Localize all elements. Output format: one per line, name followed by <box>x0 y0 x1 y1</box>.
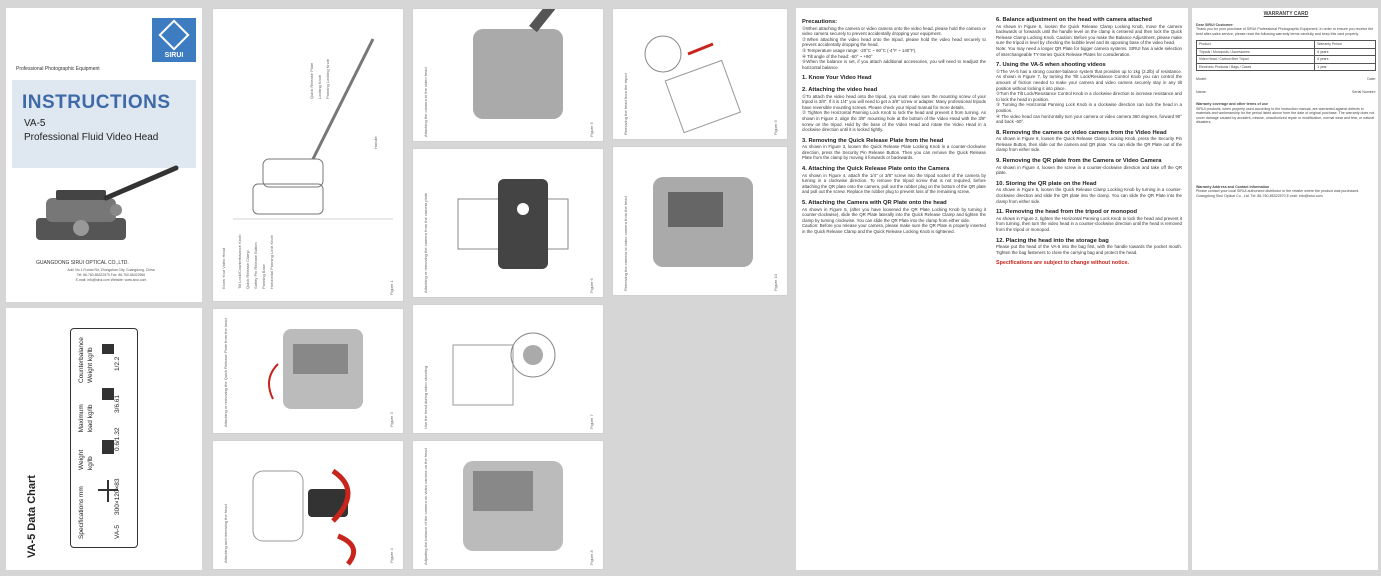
header-max-load: Maximum load kg/lb <box>78 404 94 433</box>
warranty-row-3-product: Electronic Products / Bags / Cases <box>1197 63 1315 71</box>
value-spec: 300×120×83 <box>114 478 121 516</box>
table-row <box>1197 56 1376 64</box>
figure-1-label-4: Tilt Lock/Counterbalance Knob <box>237 234 242 289</box>
figure-3-panel <box>212 308 404 434</box>
figure-1-label-0: Quick Release Plate <box>309 62 314 99</box>
cover-panel <box>6 8 202 302</box>
warranty-row-2-period: 6 years <box>1315 56 1376 64</box>
section-7-body-2: ②Turn the Tilt Lock/Resistance Control Knob in a clockwise direction to increase resistance and to lock the head in position. <box>996 91 1182 102</box>
figure-10-panel <box>612 146 788 296</box>
figure-8-number: Figure 8 <box>589 550 594 565</box>
warranty-fields-row-2 <box>1196 90 1376 95</box>
section-4-body: As shown in Figure 4, attach the 1/4" or 3/8" screw into the tripod socket of the camera by turning in a clockwise direction. To remove the tripod screw that is not required, before attaching the QR plate onto the camera, pull out the rubber plug on the bottom of the QR plate and pull out the screw. Replace the rubber plug to prevent loss of the remaining screw. <box>802 172 986 195</box>
figure-1-label-8: Horizontal Panning Lock Knob <box>269 235 274 289</box>
warranty-row-1-period: 6 years <box>1315 48 1376 56</box>
precaution-1: ①When attaching the camera or video camera onto the video head, please hold the camera or video camera securely to prevent accidentally dropping your equipment. <box>802 25 986 37</box>
figure-1-caption: Know Your Video Head <box>221 247 226 289</box>
data-chart-panel <box>6 308 202 570</box>
section-7-body: ①The VA-5 has a strong counter-balance system that provides up to 1kg (2.2lb) of resistance. As shown in Figure 7, by turning the Tilt Lock/Resistance Control Knob you can control the amount of friction needed to make your camera and video camera securely stay in any tilt position without locking it into place. <box>996 68 1182 91</box>
precaution-3: ③ Temperature usage range: -20°C ~ 60°C (-4°F ~ 140°F). <box>802 47 917 53</box>
instructions-panel <box>796 8 1188 570</box>
product-name: Professional Fluid Video Head <box>24 132 159 143</box>
figure-8-panel <box>412 440 604 570</box>
warranty-table <box>1196 40 1376 71</box>
warranty-fields-row-1 <box>1196 77 1376 82</box>
warranty-row-1-product: Tripods / Monopods / Accessories <box>1197 48 1315 56</box>
warranty-row-2-product: Video Head / Carbon fiber Tripod <box>1197 56 1315 64</box>
sirui-logo <box>152 18 196 62</box>
figure-1-label-5: Quick Release Clamp <box>245 250 250 289</box>
value-weight: 0.6/1.32 <box>114 427 121 452</box>
precaution-2: ②When attaching the video head onto the tripod, please hold the video head securely to prevent accidentally dropping the head. <box>802 36 986 48</box>
warranty-intro-title: Dear SIRUI Customer: <box>1196 22 1234 27</box>
figure-10-number: Figure 10 <box>773 274 778 291</box>
figure-1-number: Figure 1 <box>389 280 394 295</box>
section-9-title: 9. Removing the QR plate from the Camera or Video Camera <box>996 158 1162 165</box>
figure-8-diagram <box>413 441 603 569</box>
figure-9-caption: Removing the head from the tripod <box>623 73 628 135</box>
figure-7-panel <box>412 304 604 434</box>
warranty-content <box>1196 12 1376 198</box>
figure-9-panel <box>612 8 788 140</box>
logo-brand: SIRUI <box>164 52 184 59</box>
section-11-body: As shown in Figure 2, tighten the Horizontal Panning Lock Knob to lock the head and prevent it from turning, then turn the video head in a counter-clockwise direction until the head is removed from the tripod or monopod. <box>996 215 1182 232</box>
figure-4-panel <box>212 440 404 570</box>
field-name: Name: <box>1196 89 1207 94</box>
section-6-title: 6. Balance adjustment on the head with camera attached <box>996 17 1152 23</box>
section-7-body-3: ③ Turning the Horizontal Panning Lock Knob in a clockwise direction can lock the head in a position. <box>996 102 1182 113</box>
warranty-table-header <box>1197 41 1376 49</box>
section-4-title: 4. Attaching the Quick Release Plate onto the Camera <box>802 166 950 173</box>
section-5-body: As shown in Figure 5, (after you have loosened the QR Plate Locking Knob by turning it counter-clockwise), slide the QR Plate laterally into the Quick Release Clamp and tighten the clamp by turning clockwise. You can slide the QR Plate into the clamp from either side. <box>802 206 986 223</box>
figure-3-number: Figure 3 <box>389 412 394 427</box>
instructions-title: INSTRUCTIONS <box>22 92 171 113</box>
warranty-panel <box>1192 8 1378 570</box>
section-11-title: 11. Removing the head from the tripod or monopod <box>996 209 1138 216</box>
figure-1-panel <box>212 8 404 302</box>
section-3-body: As shown in Figure 3, loosen the Quick Release Plate Locking Knob in a counter-clockwise direction, press the Security Pin Release Button. Then you can remove the Quick Release Plate from the clamp by moving it forwards or backwards. <box>802 144 986 161</box>
address-line-2: Tel: 86-760-86322570 Fax: 86-760-86322566 <box>76 273 146 277</box>
figure-3-diagram <box>213 309 403 433</box>
figure-4-diagram <box>213 441 403 569</box>
figure-8-caption: Adjusting the balance of the camera on video camera on the head <box>423 448 428 565</box>
figure-7-diagram <box>413 305 603 433</box>
figure-3-caption: Attaching or removing the Quick Release Plate from the head <box>223 318 228 427</box>
section-10-title: 10. Storing the QR plate on the Head <box>996 180 1097 187</box>
figure-7-number: Figure 7 <box>589 414 594 429</box>
figure-10-caption: Removing the camera or video camera from the head <box>623 196 628 291</box>
value-max-load: 3/6.61 <box>114 394 121 414</box>
warranty-row-3-period: 1 year <box>1315 63 1376 71</box>
logo-diamond-icon <box>158 19 189 50</box>
figure-6-diagram <box>413 149 603 297</box>
value-counterbalance: 1/2.2 <box>114 356 121 372</box>
figure-6-caption: Attaching or removing the camera from the camera plate <box>423 192 428 293</box>
figure-2-panel <box>612 302 788 570</box>
spec-notice: Specifications are subject to change without notice. <box>996 260 1129 267</box>
section-5-caution: Caution: Before you release your camera, please make sure the QR Plate is properly inserted in the Quick Release Clamp and the Quick Release Locking Knob is tightened. <box>802 223 986 234</box>
figure-5-diagram <box>413 9 603 141</box>
header-weight: Weight kg/lb <box>78 449 94 470</box>
figure-1-label-3: Handle <box>373 136 378 149</box>
address-line-3: E-mail: info@sirui.com Website: www.sirui.com <box>75 278 147 282</box>
warranty-terms: SIRUI products, when properly used according to the instruction manual, are warranted against defects in materials and workmanship for the period listed above from the date of original purchase. The warranty does not cover damage caused by accident, misuse, unauthorized repair or modification, normal wear and tear, or natural disasters. <box>1196 106 1375 124</box>
precaution-4: ④ Tilt angle of the head: -60° ~ +90° <box>802 53 873 59</box>
tagline: Professional Photographic Equipment <box>16 66 100 72</box>
figure-1-label-2: Panning Locking Knob <box>325 58 330 99</box>
precautions-title: Precautions: <box>802 19 838 25</box>
section-6-note: Note: You may need a longer QR Plate for bigger camera systems. SIRUI has a wide selection of interchangeable TY-Series Quick Release Plates for consideration. <box>996 45 1182 57</box>
figure-9-diagram <box>613 9 787 139</box>
section-2-body-2: ② Tighten the Horizontal Panning Lock Knob to lock the head and prevent it from turning. As shown in Figure 2, align the 3/8" mounting hole at the bottom of the Video Head with the 3/8" screw on the tripod. Hold by the base of the Video Head and rotate the Video Head in a clockwise direction until it is locked tightly. <box>802 110 986 133</box>
figure-5-panel <box>412 8 604 142</box>
warranty-contact-title: Warranty Address and Contact Information <box>1196 184 1270 189</box>
figure-5-number: Figure 5 <box>589 122 594 137</box>
section-2-title: 2. Attaching the video head <box>802 86 878 93</box>
warranty-contact: Please contact your local SIRUI authorized distributor or the retailer where the product was purchased. Guangdong Sirui Optical Co., Ltd. Tel: 86-760-86322570 E-mail: info@sirui.com <box>1196 189 1360 198</box>
section-2-body: ①To attach the video head onto the tripod, you must make sure the mounting screw of your tripod is 3/8". If it is 1/4" you will need to get a 3/8" screw or adapter. Many professional tripods have reversible mounting screws. Please check your tripod manual for more details. <box>802 93 986 110</box>
field-date: Date: <box>1367 77 1376 81</box>
section-3-title: 3. Removing the Quick Release Plate from the head <box>802 137 944 144</box>
model-name: VA-5 <box>24 118 46 129</box>
header-counterbalance: Counterbalance Weight kg/lb <box>78 337 94 383</box>
figure-4-number: Figure 4 <box>389 548 394 563</box>
figure-1-label-7: Panning Base <box>261 264 266 289</box>
figure-1-label-6: Safety Pin Release Button <box>253 242 258 289</box>
section-6-body: As shown in Figure 6, loosen the Quick Release Clamp Locking Knob, move the camera backwards or forwards until the handle level on the clamp is centered and then lock the Quick Release Clamp Locking Knob. Caution: Before you make the Balance Adjustment, please make sure the tripod is level by checking the bubble level and its opposing base of the video head. <box>996 23 1182 46</box>
field-model: Model: <box>1196 77 1207 81</box>
figure-9-number: Figure 9 <box>773 120 778 135</box>
figure-10-diagram <box>613 147 787 295</box>
section-10-body: As shown in Figure 5, loosen the Quick Release Clamp Locking Knob by turning in a counter-clockwise direction and slide the QR plate into the clamp. You can slide the QR Plate into the clamp from either side. <box>996 187 1182 204</box>
table-row <box>1197 63 1376 71</box>
title-band <box>12 80 196 168</box>
section-8-body: As shown in Figure 8, loosen the Quick Release Clamp Locking Knob, press the Security Pin Release Button, then slide out the camera and QR plate. You can slide the QR Plate out of the clamp from either side. <box>996 136 1182 153</box>
figure-6-panel <box>412 148 604 298</box>
section-12-title: 12. Placing the head into the storage bag <box>996 237 1109 244</box>
instructions-column-1 <box>802 20 986 235</box>
section-7-body-4: ④ The video head can horizontally turn your camera or video camera 360 degrees, forward 90° and back -60°. <box>996 113 1182 125</box>
figure-6-number: Figure 6 <box>589 278 594 293</box>
section-7-title: 7. Using the VA-5 when shooting videos <box>996 62 1106 69</box>
spec-icons <box>88 330 128 530</box>
section-8-title: 8. Removing the camera or video camera from the Video Head <box>996 129 1167 136</box>
section-12-body: Please put the head of the VA-5 into the bag first, with the handle towards the pocket mouth. Tighten the bag fasteners to close the carrying bag and protect the head. <box>996 244 1182 255</box>
figure-1-label-1: Locking Knob <box>317 74 322 99</box>
warranty-intro: Thank you for your purchase of SIRUI Professional Photographic Equipment. In order to ensure you receive the best after-sales service, please read the following warranty terms carefully and keep this card properly. <box>1196 27 1374 36</box>
warranty-header-product: Product <box>1197 41 1315 49</box>
figure-7-caption: Use the head during video shooting <box>423 366 428 429</box>
instructions-column-2 <box>996 18 1182 267</box>
header-spec: Specifications mm <box>78 486 85 539</box>
section-5-title: 5. Attaching the Camera with QR Plate onto the head <box>802 200 947 207</box>
section-1-title: 1. Know Your Video Head <box>802 75 872 82</box>
precaution-5: ⑤When the balance is set, if you attach additional accessories, you will need to readjust the horizontal balance. <box>802 59 986 70</box>
figure-5-caption: Attaching the camera to the video head <box>423 67 428 137</box>
company-name: GUANGDONG SIRUI OPTICAL CO.,LTD. <box>36 260 129 266</box>
section-9-body: As shown in Figure 4, loosen the screw in a counter-clockwise direction and take off the QR plate. <box>996 164 1182 176</box>
data-chart-title: VA-5 Data Chart <box>26 475 38 558</box>
video-head-illustration <box>26 158 186 258</box>
field-serial: Serial Number: <box>1352 89 1376 94</box>
warranty-title: WARRANTY CARD <box>1263 11 1309 17</box>
figure-4-caption: Attaching and removing the head <box>223 504 228 563</box>
table-row <box>1197 48 1376 56</box>
warranty-terms-title: Warranty coverage and other terms of use <box>1196 102 1268 106</box>
value-model: VA-5 <box>114 525 121 539</box>
warranty-header-period: Warranty Period <box>1315 41 1376 49</box>
address-line-1: Add: No.1 Fuxian Rd, Zhongshan City, Guangdong, China <box>67 268 155 272</box>
